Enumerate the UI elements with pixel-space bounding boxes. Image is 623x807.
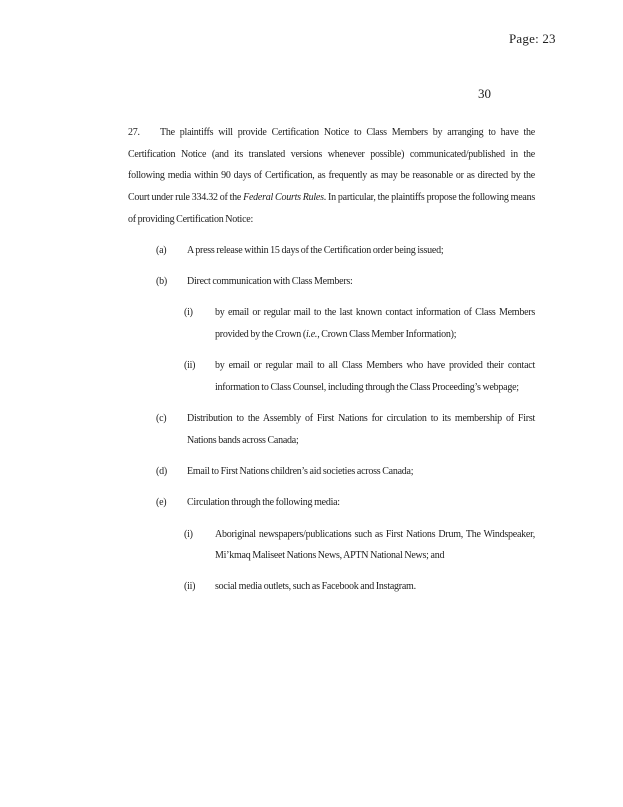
list-item-d bbox=[128, 461, 535, 483]
item-text: by email or regular mail to all Class Members who have provided their contact information to Class Counsel, including through the Class Proceeding’s webpage; bbox=[215, 360, 535, 394]
item-label: (b) bbox=[156, 276, 167, 288]
item-text: Circulation through the following media: bbox=[187, 497, 340, 509]
item-text-after-italic: , Crown Class Member Information); bbox=[317, 329, 457, 341]
paragraph-number: 27. bbox=[128, 127, 140, 138]
list-item-a bbox=[128, 240, 535, 262]
item-label: (i) bbox=[184, 307, 193, 319]
item-text: Distribution to the Assembly of First Nations for circulation to its membership of First Nations bands across Canada; bbox=[187, 413, 535, 446]
item-label: (d) bbox=[156, 466, 167, 478]
item-label: (ii) bbox=[184, 360, 196, 372]
paragraph-text-after-italic: . In particular, the plaintiffs propose the following means of providing Certification Notice: bbox=[128, 192, 535, 225]
list-item-b bbox=[128, 271, 535, 293]
header-page-label: Page: 23 bbox=[509, 31, 556, 46]
item-label: (a) bbox=[156, 245, 167, 257]
item-label: (e) bbox=[156, 497, 167, 509]
list-item-e bbox=[128, 492, 535, 514]
item-italic-abbreviation: i.e. bbox=[305, 329, 318, 341]
item-label: (i) bbox=[184, 528, 193, 540]
sub-item-b-ii bbox=[128, 355, 535, 398]
item-text: social media outlets, such as Facebook and Instagram. bbox=[215, 581, 416, 593]
item-text: Direct communication with Class Members: bbox=[187, 276, 353, 288]
list-item-c bbox=[128, 408, 535, 451]
document-page-number: 30 bbox=[478, 86, 491, 101]
item-label: (ii) bbox=[184, 581, 196, 593]
item-text: A press release within 15 days of the Certification order being issued; bbox=[187, 245, 444, 257]
document-body bbox=[128, 122, 535, 598]
item-label: (c) bbox=[156, 413, 167, 425]
paragraph-italic-citation: Federal Courts Rules bbox=[243, 192, 324, 204]
paragraph-text-before-italic: The plaintiffs will provide Certification Notice to Class Members by arranging to have the Certification Notice (and its translated versions whenever possible) communicated/published in the following media within 90 days of Certification, as frequently as may be reasonable or as directed by the Court under rule 334.32 of the bbox=[128, 127, 535, 204]
sub-item-e-i bbox=[128, 524, 535, 567]
paragraph-27 bbox=[128, 122, 535, 231]
sub-item-e-ii bbox=[128, 576, 535, 598]
item-text: Email to First Nations children’s aid societies across Canada; bbox=[187, 466, 414, 478]
item-text-before-italic: by email or regular mail to the last known contact information of Class Members provided by the Crown ( bbox=[215, 307, 535, 341]
sub-item-b-i bbox=[128, 302, 535, 345]
item-text: Aboriginal newspapers/publications such as First Nations Drum, The Windspeaker, Mi’kmaq Maliseet Nations News, APTN National News; and bbox=[215, 528, 535, 562]
